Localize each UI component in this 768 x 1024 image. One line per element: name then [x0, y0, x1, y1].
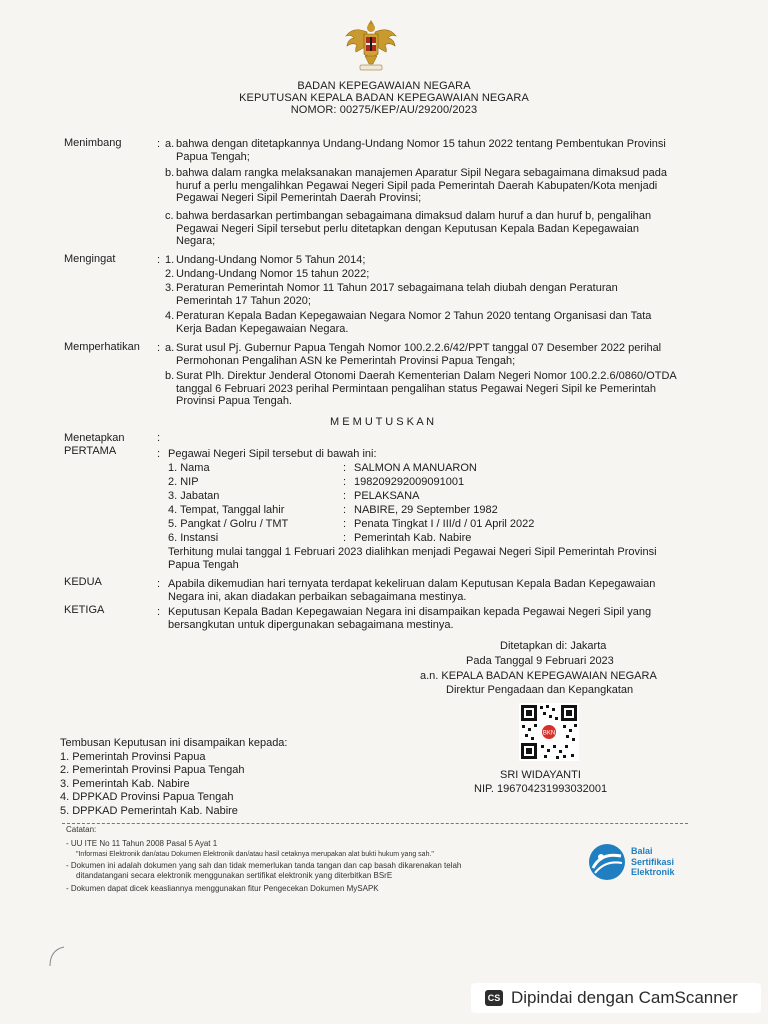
- decree-title: KEPUTUSAN KEPALA BADAN KEPEGAWAIAN NEGARA: [239, 92, 529, 104]
- mengingat-colon: :: [157, 254, 161, 266]
- mengingat-2-marker: 2.: [165, 268, 175, 280]
- sign-date: Pada Tanggal 9 Februari 2023: [466, 655, 614, 667]
- catatan-line: - UU ITE No 11 Tahun 2008 Pasal 5 Ayat 1: [66, 839, 218, 848]
- kedua-label: KEDUA: [64, 576, 102, 588]
- memperhatikan-a-text: Surat usul Pj. Gubernur Papua Tengah Nomor 100.2.2.6/42/PPT tanggal 07 Desember 2022 perihal Permohonan Pengalihan ASN ke Pemerintah Provinsi Papua Tengah;: [176, 342, 662, 367]
- menimbang-label: Menimbang: [64, 137, 122, 149]
- signer-nip: NIP. 196704231993032001: [474, 783, 608, 795]
- detail-value: PELAKSANA: [354, 490, 420, 502]
- signer-name: SRI WIDAYANTI: [500, 769, 581, 781]
- agency-name: BADAN KEPEGAWAIAN NEGARA: [297, 80, 471, 92]
- mengingat-3-marker: 3.: [165, 282, 175, 294]
- detail-value: Penata Tingkat I / III/d / 01 April 2022: [354, 518, 535, 530]
- kedua-colon: :: [157, 578, 161, 590]
- garuda-emblem: [343, 16, 399, 74]
- pertama-intro: Pegawai Negeri Sipil tersebut di bawah ini:: [168, 448, 377, 460]
- memperhatikan-a-marker: a.: [165, 342, 175, 354]
- pertama-closing: Terhitung mulai tanggal 1 Februari 2023 dialihkan menjadi Pegawai Negeri Sipil Pemerintah Provinsi Papua Tengah: [168, 546, 657, 571]
- memperhatikan-b-text: Surat Plh. Direktur Jenderal Otonomi Daerah Kementerian Dalam Negeri Nomor 100.2.2.6/0860/OTDA tanggal 6 Februari 2023 perihal Permintaan pengalihan status Pegawai Negeri Sipil ke Pemerintah Provinsi Papua Tengah.: [176, 370, 677, 407]
- qr-code-icon: [519, 703, 579, 761]
- camscanner-icon: CS: [485, 990, 503, 1006]
- bsre-logo-text: Balai Sertifikasi Elektronik: [631, 846, 675, 877]
- detail-value: SALMON A MANUARON: [354, 462, 477, 474]
- detail-key: 1. Nama: [168, 462, 210, 474]
- catatan-line: - Dokumen dapat dicek keasliannya menggunakan fitur Pengecekan Dokumen MySAPK: [66, 884, 379, 893]
- mengingat-2-text: Undang-Undang Nomor 15 tahun 2022;: [176, 268, 370, 280]
- detail-value: NABIRE, 29 September 1982: [354, 504, 498, 516]
- catatan-line: - Dokumen ini adalah dokumen yang sah dan tidak memerlukan tanda tangan dan cap basah dikarenakan telah: [66, 861, 462, 870]
- bsre-logo-icon: [587, 842, 627, 882]
- camscanner-text: Dipindai dengan CamScanner: [511, 988, 738, 1007]
- memperhatikan-colon: :: [157, 342, 161, 354]
- detail-key: 2. NIP: [168, 476, 199, 488]
- detail-key: 4. Tempat, Tanggal lahir: [168, 504, 285, 516]
- detail-value: 198209292009091001: [354, 476, 465, 488]
- menimbang-a-text: bahwa dengan ditetapkannya Undang-Undang Nomor 15 tahun 2022 tentang Pembentukan Provinsi Papua Tengah;: [176, 138, 666, 163]
- menimbang-colon: :: [157, 138, 161, 150]
- mengingat-1-marker: 1.: [165, 254, 175, 266]
- memperhatikan-label: Memperhatikan: [64, 341, 140, 353]
- detail-key: 6. Instansi: [168, 532, 219, 544]
- menimbang-b-text: bahwa dalam rangka melaksanakan manajemen Aparatur Sipil Negara sebagaimana dimaksud pada huruf a perlu mengalihkan Pegawai Negeri Sipil pada Pemerintah Daerah Kabupaten/Kota menjadi Pegawai Negeri Sipil Pemerintah Daerah Provinsi;: [176, 167, 668, 204]
- memperhatikan-b-marker: b.: [165, 370, 175, 382]
- menetapkan-label: Menetapkan: [64, 432, 125, 444]
- memutuskan-heading: M E M U T U S K A N: [330, 416, 435, 428]
- decree-number: NOMOR: 00275/KEP/AU/29200/2023: [290, 104, 478, 116]
- pen-mark-icon: [46, 944, 68, 970]
- catatan-line: "Informasi Elektronik dan/atau Dokumen Elektronik dan/atau hasil cetaknya merupakan alat bukti hukum yang sah.": [76, 851, 434, 858]
- menimbang-c-marker: c.: [165, 210, 174, 222]
- menetapkan-colon: :: [157, 432, 161, 444]
- ketiga-colon: :: [157, 606, 161, 618]
- mengingat-1-text: Undang-Undang Nomor 5 Tahun 2014;: [176, 254, 366, 266]
- sign-position: Direktur Pengadaan dan Kepangkatan: [446, 684, 634, 696]
- detail-key: 5. Pangkat / Golru / TMT: [168, 518, 289, 530]
- detail-key: 3. Jabatan: [168, 490, 220, 502]
- sign-on-behalf: a.n. KEPALA BADAN KEPEGAWAIAN NEGARA: [420, 670, 657, 682]
- menimbang-b-marker: b.: [165, 167, 175, 179]
- mengingat-label: Mengingat: [64, 253, 116, 265]
- pertama-label: PERTAMA: [64, 445, 117, 457]
- list-item: 5. DPPKAD Pemerintah Kab. Nabire: [60, 804, 238, 817]
- mengingat-4-marker: 4.: [165, 310, 175, 322]
- menimbang-a-marker: a.: [165, 138, 175, 150]
- mengingat-3-text: Peraturan Pemerintah Nomor 11 Tahun 2017 sebagaimana telah diubah dengan Peraturan Pemerintah 17 Tahun 2020;: [176, 282, 618, 307]
- list-item: 3. Pemerintah Kab. Nabire: [60, 777, 190, 790]
- pertama-colon: :: [157, 448, 161, 460]
- kedua-text: Apabila dikemudian hari ternyata terdapat kekeliruan dalam Keputusan Kepala Badan Kepegawaian Negara ini, akan diadakan perbaikan sebagaimana mestinya.: [168, 578, 656, 603]
- document-page: BADAN KEPEGAWAIAN NEGARA KEPUTUSAN KEPALA BADAN KEPEGAWAIAN NEGARA NOMOR: 00275/KEP/AU/29200/2023 Menimbang : a. bahwa dengan ditetapkannya Undang-Undang Nomor 15 tahun 2022 tentang Pembentukan Provinsi Papua Tengah; b. bahwa dalam rangka melaksanakan manajemen Aparatur Sipil Negara sebagaimana dimaksud pada huruf a perlu mengalihkan Pegawai Negeri Sipil pada Pemerintah Daerah Kabupaten/Kota menjadi Pegawai Negeri Sipil Pemerintah Daerah Provinsi; c. bahwa berdasarkan pertimbangan sebagaimana dimaksud dalam huruf a dan huruf b, pengalihan Pegawai Negeri Sipil tersebut perlu ditetapkan dengan Keputusan Kepala Badan Kepegawaian Negara; Mengingat : 1. Undang-Undang Nomor 5 Tahun 2014; 2. Undang-Undang Nomor 15 tahun 2022; 3. Peraturan Pemerintah Nomor 11 Tahun 2017 sebagaimana telah diubah dengan Peraturan Pemerintah 17 Tahun 2020; 4. Peraturan Kepala Badan Kepegawaian Negara Nomor 2 Tahun 2020 tentang Organisasi dan Tata Kerja Badan Kepegawaian Negara. Memperhatikan : a. Surat usul Pj. Gubernur Papua Tengah Nomor 100.2.2.6/42/PPT tanggal 07 Desember 2022 perihal Permohonan Pengalihan ASN ke Pemerintah Provinsi Papua Tengah; b. Surat Plh. Direktur Jenderal Otonomi Daerah Kementerian Dalam Negeri Nomor 100.2.2.6/0860/OTDA tanggal 6 Februari 2023 perihal Permintaan pengalihan status Pegawai Negeri Sipil ke Pemerintah Provinsi Papua Tengah. M E M U T U S K A N Menetapkan : PERTAMA : Pegawai Negeri Sipil tersebut di bawah ini: 1. Nama : SALMON A MANUARON 2. NIP : 198209292009091001 3. Jabatan : PELAKSANA 4. Tempat, Tanggal lahir : NABIRE, 29 September 1982 5. Pangkat / Golru / TMT : Penata Tingkat I / III/d / 01 April 2022 6. Instansi : Pemerintah Kab. Nabire Terhitung mulai tanggal 1 Februari 2023 dialihkan menjadi Pegawai Negeri Sipil Pemerintah Provinsi Papua Tengah KEDUA : Apabila dikemudian hari ternyata terdapat kekeliruan dalam Keputusan Kepala Badan Kepegawaian Negara ini, akan diadakan perbaikan sebagaimana mestinya. KETIGA : Keputusan Kepala Badan Kepegawaian Negara ini disampaikan kepada Pegawai Negeri Sipil yang bersangkutan untuk dipergunakan sebagaimana mestinya. Ditetapkan di: Jakarta Pada Tanggal 9 Februari 2023 a.n. KEPALA BADAN KEPEGAWAIAN NEGARA Direktur Pengadaan dan Kepangkatan BKN SRI WIDAYANTI NIP. 196704231993032001 Tembusan Keputusan ini disampaikan kepada: 1. Pemerintah Provinsi Papua 2. Pemerintah Provinsi Papua Tengah 3. Pemerintah Kab. Nabire 4. DPPKAD Provinsi Papua Tengah 5. DPPKAD Pemerintah Kab. Nabire Catatan: - UU ITE No 11 Tahun 2008 Pasal 5 Ayat 1 "Informasi Elektronik dan/atau Dokumen Elektronik dan/atau hasil cetaknya merupakan alat bukti hukum yang sah." - Dokumen ini adalah dokumen yang sah dan tidak memerlukan tanda tangan dan cap basah dikarenakan telah ditandatangani secara elektronik menggunakan sertifikat elektronik yang diterbitkan BSrE - Dokumen dapat dicek keasliannya menggunakan fitur Pengecekan Dokumen MySAPK Balai Sertifikasi Elektronik CS Dipindai dengan CamScanner: [0, 0, 768, 1024]
- list-item: 4. DPPKAD Provinsi Papua Tengah: [60, 791, 234, 803]
- tembusan-title: Tembusan Keputusan ini disampaikan kepada:: [60, 737, 288, 749]
- catatan-title: Catatan:: [66, 825, 97, 834]
- tembusan-list: [60, 737, 287, 818]
- ketiga-label: KETIGA: [64, 604, 105, 616]
- camscanner-footer: [471, 983, 761, 1013]
- detail-value: Pemerintah Kab. Nabire: [354, 532, 472, 544]
- divider: [62, 823, 688, 824]
- list-item: 2. Pemerintah Provinsi Papua Tengah: [60, 764, 245, 776]
- list-item: 1. Pemerintah Provinsi Papua: [60, 750, 206, 763]
- qr-stamp-text: BKN: [542, 730, 556, 737]
- mengingat-4-text: Peraturan Kepala Badan Kepegawaian Negara Nomor 2 Tahun 2020 tentang Organisasi dan Tata Kerja Badan Kepegawaian Negara.: [176, 310, 652, 335]
- menimbang-c-text: bahwa berdasarkan pertimbangan sebagaimana dimaksud dalam huruf a dan huruf b, pengalihan Pegawai Negeri Sipil tersebut perlu ditetapkan dengan Keputusan Kepala Badan Kepegawaian Negara;: [176, 210, 652, 247]
- ketiga-text: Keputusan Kepala Badan Kepegawaian Negara ini disampaikan kepada Pegawai Negeri Sipil yang bersangkutan untuk dipergunakan sebagaimana mestinya.: [168, 606, 652, 631]
- catatan-line: ditandatangani secara elektronik menggunakan sertifikat elektronik yang diterbitkan BSrE: [76, 871, 393, 880]
- sign-place: Ditetapkan di: Jakarta: [500, 640, 607, 652]
